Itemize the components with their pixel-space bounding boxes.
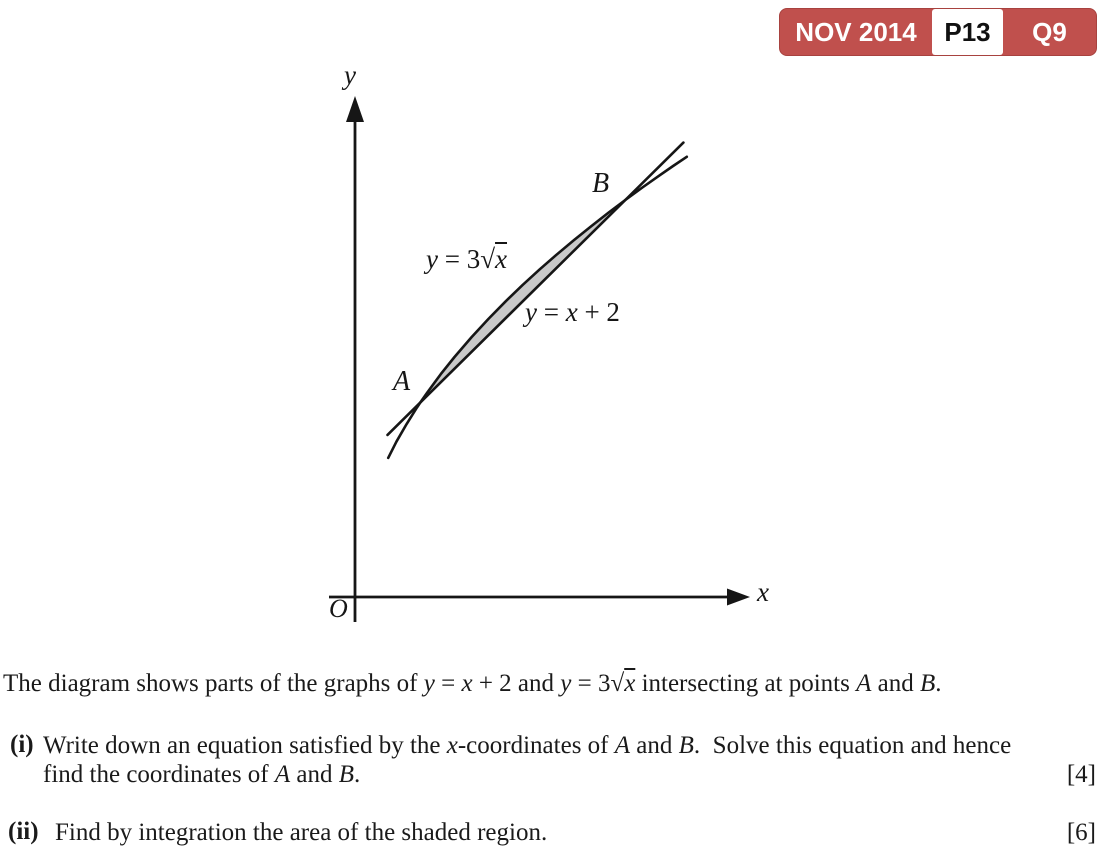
part-i-line-1: Write down an equation satisfied by the x-coordinates of A and B. Solve this equation and hence xyxy=(43,732,1012,759)
line-y-equals-x-plus-2 xyxy=(388,143,684,435)
part-i-label: (i) xyxy=(10,731,34,758)
y-axis-arrowhead xyxy=(346,96,364,122)
question-part-ii xyxy=(0,818,1100,847)
question-part-i xyxy=(0,731,1100,789)
x-axis-label: x xyxy=(757,577,769,607)
part-i-marks: [4] xyxy=(1066,761,1096,788)
paper-number-label: P13 xyxy=(932,9,1003,55)
question-number-label: Q9 xyxy=(1032,16,1067,47)
y-axis-label: y xyxy=(344,60,356,90)
session-label: NOV 2014 xyxy=(795,16,917,47)
curve-equation-label: y = 3√x xyxy=(426,244,508,274)
origin-label: O xyxy=(329,594,348,623)
part-i-line-2: find the coordinates of A and B. xyxy=(43,761,361,788)
x-axis-arrowhead xyxy=(727,589,750,606)
point-b-label: B xyxy=(592,168,610,199)
part-ii-label: (ii) xyxy=(8,818,39,845)
question-intro-text: The diagram shows parts of the graphs of y = x + 2 and y = 3√x intersecting at points A and B. xyxy=(3,670,942,697)
part-ii-marks: [6] xyxy=(1066,819,1096,846)
line-equation-label: y = x + 2 xyxy=(525,297,620,327)
point-a-label: A xyxy=(393,366,411,397)
part-ii-line-1: Find by integration the area of the shaded region. xyxy=(55,819,548,846)
